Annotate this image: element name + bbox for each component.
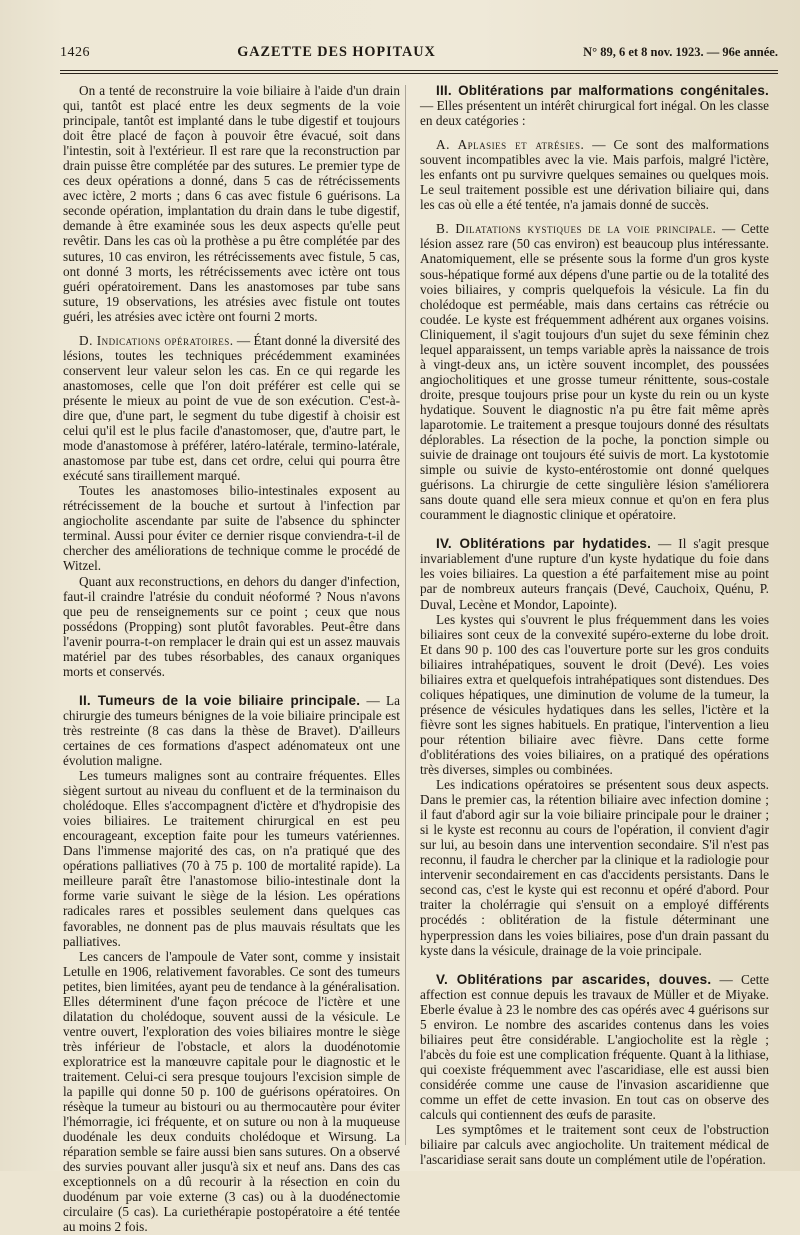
paragraph: Les symptômes et le traitement sont ceux de l'obstruction biliaire par calculs avec angiocholite. Un traitement médical de l'ascaridiase serait sans doute un complément utile de l'opération.: [420, 1122, 769, 1168]
subsection-heading: D. Indications opératoires.: [79, 332, 234, 348]
paragraph-text: — Il s'agit presque invariablement d'une rupture d'un kyste hydatique du foie dans les voies biliaires. La question a été parfaitement mise au point par de nombreux auteurs français (Devé, Cauchoix, Quénu, P. Duval, Lecène et Mondor, Lapointe).: [420, 536, 769, 612]
right-column: [420, 83, 769, 1167]
paragraph: Les cancers de l'ampoule de Vater sont, comme y insistait Letulle en 1906, relativement favorables. Ce sont des tumeurs petites, bien limitées, ayant peu de tendance à la généralisation. Elles déterminent d'une façon précoce de l'ictère et une dilatation du cholédoque, souvent aussi de la vésicule. Le ventre ouvert, l'exploration des voies biliaires montre le siège très inférieur de l'obstacle, et alors la duodénotomie exploratrice est la manœuvre capitale pour le diagnostic et le traitement. Celui-ci sera presque toujours l'excision simple de la papille qui donne 50 p. 100 de guérisons opératoires. On résèque la tumeur au bistouri ou au thermocautère pour éviter l'hémorragie, ici fréquente, et on suture ou non à la muqueuse duodénale les deux conduits cholédoque et Wirsung. La réparation semble se faire aussi bien sans sutures. On a observé des survies pouvant aller jusqu'à six et neuf ans. Dans des cas exceptionnels on a dû recourir à la résection en coin du duodénum par voie externe (3 cas) ou à la duodénectomie circulaire (5 cas). La curiethérapie postopératoire a été tentée au moins 2 fois.: [63, 948, 400, 1235]
paragraph-text: — Étant donné la diversité des lésions, toutes les techniques précédemment examinées conservent leur valeur selon les cas. En ce qui regarde les anastomoses, celle que l'on doit préférer est celle qui se présente le mieux au point de vue de son exécution. C'est-à-dire que, d'une part, le segment du tube digestif à choisir est celui qu'il est le plus facile d'anastomoser, que, d'autre part, le mode d'anastomose à préférer, latéro-latérale, termino-latérale, anastomose par tube est, dans cet ordre, celui qui pourra être exécuté sans tiraillement marqué.: [63, 332, 400, 484]
paragraph: [420, 536, 769, 611]
subsection-heading: B. Dilatations kystiques de la voie principale.: [436, 221, 717, 237]
paragraph: Quant aux reconstructions, en dehors du danger d'infection, faut-il craindre l'atrésie du conduit néoformé ? Nous n'avons que peu de renseignements sur ce point ; ceux que nous possédons (Propping) sont plutôt favorables. Peut-être dans l'avenir pourra-t-on remplacer le drain qui est un assez mauvais matériel par des tubes résorbables, des canaux organiques morts et conservés.: [63, 573, 400, 679]
section-heading: IV. Oblitérations par hydatides.: [436, 536, 652, 552]
publication-title: GAZETTE DES HOPITAUX: [237, 44, 436, 60]
paragraph: [420, 972, 769, 1122]
paragraph-text: — La chirurgie des tumeurs bénignes de la voie biliaire principale est très restreinte (8 cas dans la thèse de Bravet). D'ailleurs certaines de ces formations d'aspect adénomateux ont une évolution maligne.: [63, 692, 400, 769]
paragraph: Toutes les anastomoses bilio-intestinales exposent au rétrécissement de la bouche et surtout à l'infection par angiocholite ascendante par suite de l'absence du sphincter terminal. Aussi pour éviter ce dernier risque conviendra-t-il de chercher des améliorations de technique comme le procédé de Witzel.: [63, 483, 400, 574]
paragraph: Les kystes qui s'ouvrent le plus fréquemment dans les voies biliaires sont ceux de la convexité supéro-externe du lobe droit. Et dans 90 p. 100 des cas l'ouverture porte sur les gros conduits biliaires intrahépatiques, souvent le droit (Devé). Les voies biliaires extra et quelquefois intrahépatiques sont distendues. Des coliques hépatiques, une diminution de volume de la tumeur, la présence de vésicules hydatiques dans les selles, l'ictère et la fièvre sont les signes habituels. En pratique, l'intervention a lieu pour rétention biliaire avec fièvre. Dans cette forme d'oblitérations des voies biliaires, on a pratiqué des opérations très diverses, simples ou combinées.: [420, 611, 769, 778]
paragraph: Les indications opératoires se présentent sous deux aspects. Dans le premier cas, la rétention biliaire avec infection domine ; il faut d'abord agir sur la voie biliaire principale pour le drainer ; si le kyste est reconnu au cours de l'opération, il convient d'agir sur lui, au besoin dans une intervention secondaire. S'il n'est pas reconnu, il faudra le chercher par la clinique et la radiologie pour intervenir secondairement en cas d'accidents persistants. Dans le second cas, c'est le kyste qui est reconnu et opéré d'abord. Pour traiter la cholérragie qui s'ensuit on a employé différents procédés : oblitération de la fistule déterminant une hyperpression dans les voies biliaires, pose d'un drain passant du kyste dans la vésicule, drainage de la voie principale.: [420, 777, 769, 958]
paragraph-text: — Cette affection est connue depuis les travaux de Müller et de Miyake. Eberle évalue à 23 le nombre des cas opérés avec 4 guérisons sur 5 environ. Le nombre des ascarides contenus dans les voies biliaires peut être considérable. L'angiocholite est la règle ; l'abcès du foie est une complication fréquente. Quant à la lithiase, qui coexiste fréquemment avec l'ascaridiase, elle est aussi bien considérée comme une cause de l'invasion ascaridienne que comme un effet de cette invasion. En tout cas on observe des calculs qui contiennent des œufs de parasite.: [420, 971, 769, 1123]
section-heading: V. Oblitérations par ascarides, douves.: [436, 971, 712, 987]
paragraph: [420, 221, 769, 522]
subsection-heading: A. Aplasies et atrésies.: [436, 137, 585, 153]
left-column: [63, 83, 400, 1235]
section-heading: III. Oblitérations par malformations congénitales.: [436, 83, 769, 98]
paragraph: [63, 333, 400, 483]
paragraph: On a tenté de reconstruire la voie biliaire à l'aide d'un drain qui, tantôt est placé entre les deux segments de la voie principale, tantôt est implanté dans le tube digestif et toujours doit être placé de façon à pouvoir être évacué, soit dans l'intestin, soit à l'extérieur. Il est rare que la reconstruction par drain puisse être complétée par des sutures. Le premier type de ces deux opérations a donné, dans 5 cas de rétrécissements avec ictère, 2 morts ; dans 6 cas avec fistule 6 guérisons. La seconde opération, implantation du drain dans le tube digestif, demande à être examinée sous les deux aspects qu'elle peut revêtir. Dans les cas où la prothèse a pu être complétée par des sutures, 10 cas environ, les rétrécissements avec fistule, 5 cas, ont donné 3 morts, les rétrécissements avec ictère ont tous guéri opératoirement. Dans les anastomoses par tube sans suture, 19 observations, les atrésies avec fistule ont toutes guéri, les atrésies avec ictère ont fourni 2 morts.: [63, 83, 400, 324]
paragraph: [420, 83, 769, 128]
paragraph-text: — Cette lésion assez rare (50 cas environ) est beaucoup plus intéressante. Anatomiquement, elle se présente sous la forme d'un gros kyste sous-hépatique formé aux dépens d'une partie ou de la totalité des voies biliaires, y compris quelquefois la vésicule. La fin du cholédoque est perméable, mais dans certains cas rétrécie ou coudée. Le kyste est fréquemment adhérent aux organes voisins. Cliniquement, il s'agit toujours d'un sujet du sexe féminin chez lequel apparaissent, un temps variable après la naissance de trois à vingt-deux ans, un ictère souvent incomplet, des poussées angiocholitiques et une grosse tumeur rénittente, sous-costale droite, presque toujours prise pour un kyste du rein ou un kyste hydatique. Souvent le diagnostic n'a pu être fait même après laparotomie. Le traitement a presque toujours donné des résultats déplorables. La résection de la poche, la ponction simple ou suivie de drainage ont toujours été suivis de mort. La kystotomie simple ou suivie de kysto-entérostomie ont donné quelques guérisons. La chirurgie de cette singulière lésion s'améliorera sans doute quand elle sera mieux connue et qu'on en fera plus couramment le diagnostic clinique et opératoire.: [420, 221, 769, 523]
page-number: 1426: [60, 45, 90, 60]
running-header: [60, 44, 778, 70]
issue-info: N° 89, 6 et 8 nov. 1923. — 96e année.: [583, 45, 778, 59]
column-divider: [405, 85, 406, 1145]
paragraph-text: — Elles présentent un intérêt chirurgical fort inégal. On les classe en deux catégories :: [420, 98, 769, 129]
header-rule: [60, 70, 778, 74]
paragraph: Les tumeurs malignes sont au contraire fréquentes. Elles siègent surtout au niveau du confluent et de la terminaison du cholédoque. Elles s'accompagnent d'ictère et d'hydropisie des voies biliaires. Le traitement chirurgical en est peu encourageant, exception faite pour les tumeurs vatériennes. Dans l'immense majorité des cas, on n'a pratiqué que des opérations palliatives (70 à 75 p. 100 de mortalité rapide). La meilleure paraît être l'anastomose bilio-intestinale dont la forme varie suivant le siège de la lésion. Les opérations radicales rares et possibles seulement dans quelques cas favorables, ne donnent pas de plus mauvais résultats que les palliatives.: [63, 768, 400, 949]
section-heading: II. Tumeurs de la voie biliaire principale.: [79, 692, 361, 708]
paragraph-text: — Ce sont des malformations souvent incompatibles avec la vie. Mais parfois, malgré l'ictère, les enfants ont pu survivre quelques semaines ou quelques mois. Le seul traitement possible est une dérivation biliaire qui, dans les cas où elle a été tentée, n'a jamais donné de succès.: [420, 137, 769, 213]
paragraph: [420, 137, 769, 212]
paragraph: [63, 693, 400, 768]
